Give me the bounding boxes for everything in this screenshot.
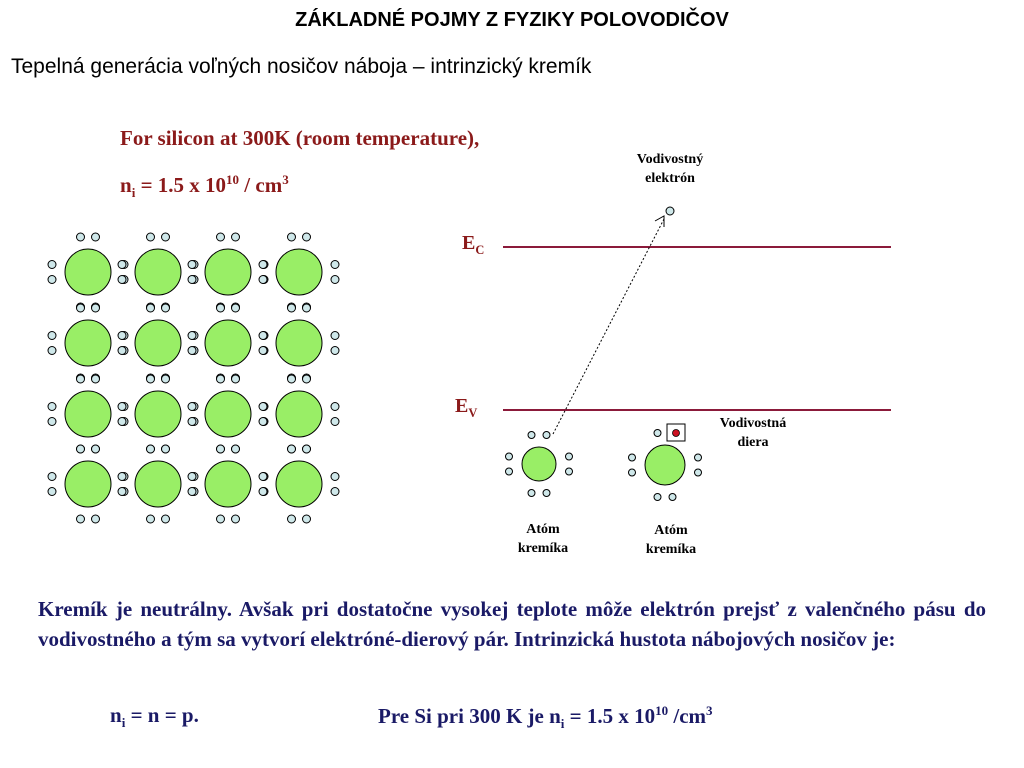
silicon-atom (522, 447, 556, 481)
silicon-atom (65, 249, 111, 295)
ec-label (462, 232, 484, 258)
eq-right-value: = 1.5 x 10 (564, 704, 656, 728)
valence-electron (147, 445, 155, 453)
silicon-note-line2 (120, 172, 289, 201)
valence-electron (217, 375, 225, 383)
valence-electron (118, 261, 126, 269)
lattice-atom-0-3 (259, 233, 339, 311)
valence-electron (669, 494, 676, 501)
ni-value: = 1.5 x 10 (135, 173, 227, 197)
atom2-label-line2: kremíka (645, 542, 697, 557)
silicon-atom (135, 249, 181, 295)
valence-electron (331, 261, 339, 269)
valence-electron (566, 453, 573, 460)
valence-electron (528, 490, 535, 497)
valence-electron (92, 375, 100, 383)
valence-electron (232, 233, 240, 241)
valence-electron (259, 347, 267, 355)
valence-electron (303, 233, 311, 241)
valence-electron (259, 261, 267, 269)
valence-electron (162, 233, 170, 241)
valence-electron (118, 332, 126, 340)
valence-electron (654, 494, 661, 501)
valence-electron (188, 418, 196, 426)
silicon-atom (65, 320, 111, 366)
conduction-electron-label-line2: elektrón (645, 171, 695, 186)
conduction-electron-label-line1: Vodivostný (636, 152, 704, 167)
atom1-label (493, 520, 593, 558)
eq-right-subscript: i (560, 716, 565, 732)
valence-electron (654, 430, 661, 437)
valence-electron (232, 515, 240, 523)
valence-electron (188, 276, 196, 284)
explanation-paragraph: Kremík je neutrálny. Avšak pri dostatočne vysokej teplote môže elektrón prejsť z valenčného pásu do vodivostného a tým sa vytvorí elektróné-dierový pár. Intrinzická hustota nábojových nosičov je: (38, 597, 986, 651)
valence-electron (331, 276, 339, 284)
valence-electron (303, 515, 311, 523)
ni-unit-exponent: 3 (282, 172, 289, 187)
valence-electron (48, 418, 56, 426)
valence-electron (543, 432, 550, 439)
hole-label (703, 414, 803, 452)
valence-electron (566, 468, 573, 475)
valence-electron (92, 445, 100, 453)
valence-electron (118, 403, 126, 411)
valence-electron (92, 515, 100, 523)
ev-label (455, 395, 477, 421)
valence-electron (188, 332, 196, 340)
valence-electron (147, 233, 155, 241)
valence-electron (232, 375, 240, 383)
valence-electron (259, 403, 267, 411)
eq-right-prefix: Pre Si pri 300 K je n (378, 704, 561, 728)
valence-electron (506, 468, 513, 475)
eq-right-unit: /cm (668, 704, 707, 728)
eq-left-rest: = n = p. (125, 703, 199, 727)
lattice-atom-0-1 (118, 233, 198, 311)
eq-left-subscript: i (121, 715, 126, 731)
valence-electron (331, 347, 339, 355)
valence-electron (162, 304, 170, 312)
hole-label-line2: diera (737, 435, 769, 450)
valence-electron (259, 473, 267, 481)
lattice-atom-2-1 (118, 375, 198, 453)
valence-electron (331, 403, 339, 411)
valence-electron (288, 375, 296, 383)
silicon-atom (276, 391, 322, 437)
lattice-atom-2-0 (48, 375, 128, 453)
silicon-atom (135, 391, 181, 437)
valence-electron (118, 488, 126, 496)
silicon-lattice (48, 233, 339, 523)
valence-electron (48, 473, 56, 481)
conduction-electron-label (620, 150, 720, 188)
valence-electron (77, 515, 85, 523)
valence-electron (217, 304, 225, 312)
valence-electron (118, 276, 126, 284)
valence-electron (331, 488, 339, 496)
page-subtitle: Tepelná generácia voľných nosičov náboja – intrinzický kremík (11, 55, 592, 78)
lattice-atom-1-0 (48, 304, 128, 382)
page-title: ZÁKLADNÉ POJMY Z FYZIKY POLOVODIČOV (295, 9, 729, 31)
eq-right-exponent: 10 (655, 703, 669, 718)
lattice-atom-2-2 (188, 375, 268, 453)
atom1-label-line1: Atóm (526, 522, 560, 537)
ec-subscript: C (475, 243, 485, 257)
eq-left-n: n (110, 703, 122, 727)
valence-electron (331, 473, 339, 481)
band-atom-left (506, 432, 573, 497)
ni-subscript: i (131, 185, 136, 201)
valence-electron (162, 375, 170, 383)
valence-electron (77, 233, 85, 241)
valence-electron (77, 445, 85, 453)
silicon-atom (205, 391, 251, 437)
valence-electron (217, 233, 225, 241)
valence-electron (506, 453, 513, 460)
silicon-atom (135, 461, 181, 507)
band-atom-right (629, 430, 702, 501)
lattice-atom-1-1 (118, 304, 198, 382)
silicon-atom (276, 461, 322, 507)
hole-label-line1: Vodivostná (719, 416, 787, 431)
valence-electron (188, 261, 196, 269)
atom2-label (621, 521, 721, 559)
valence-electron (48, 488, 56, 496)
valence-electron (259, 488, 267, 496)
valence-electron (288, 515, 296, 523)
valence-electron (259, 276, 267, 284)
lattice-atom-3-0 (48, 445, 128, 523)
valence-electron (528, 432, 535, 439)
valence-electron (303, 304, 311, 312)
valence-electron (188, 488, 196, 496)
lattice-atom-2-3 (259, 375, 339, 453)
valence-electron (695, 454, 702, 461)
ev-symbol: E (455, 395, 469, 417)
silicon-atom (276, 320, 322, 366)
ni-unit: / cm (239, 173, 283, 197)
valence-electron (92, 233, 100, 241)
valence-electron (217, 445, 225, 453)
silicon-atom (135, 320, 181, 366)
lattice-atom-1-3 (259, 304, 339, 382)
valence-electron (288, 445, 296, 453)
valence-electron (543, 490, 550, 497)
valence-electron (695, 469, 702, 476)
eq-right-unit-exponent: 3 (706, 703, 713, 718)
valence-electron (303, 445, 311, 453)
hole-dot (673, 430, 680, 437)
valence-electron (331, 418, 339, 426)
silicon-atom (205, 249, 251, 295)
valence-electron (188, 347, 196, 355)
valence-electron (147, 304, 155, 312)
valence-electron (77, 304, 85, 312)
lattice-atom-0-2 (188, 233, 268, 311)
valence-electron (48, 261, 56, 269)
valence-electron (217, 515, 225, 523)
arrowhead (655, 216, 664, 227)
silicon-atom (645, 445, 685, 485)
ni-exponent: 10 (226, 172, 240, 187)
valence-electron (232, 445, 240, 453)
valence-electron (48, 332, 56, 340)
valence-electron (188, 403, 196, 411)
valence-electron (118, 418, 126, 426)
ev-subscript: V (468, 406, 478, 420)
lattice-atom-3-2 (188, 445, 268, 523)
valence-electron (48, 347, 56, 355)
excitation-arrow (553, 219, 664, 434)
valence-electron (162, 515, 170, 523)
valence-electron (162, 445, 170, 453)
valence-electron (118, 347, 126, 355)
valence-electron (147, 375, 155, 383)
valence-electron (232, 304, 240, 312)
valence-electron (77, 375, 85, 383)
atom1-label-line2: kremíka (517, 541, 569, 556)
valence-electron (259, 418, 267, 426)
atom2-label-line1: Atóm (654, 523, 688, 538)
valence-electron (288, 233, 296, 241)
lattice-atom-0-0 (48, 233, 128, 311)
valence-electron (259, 332, 267, 340)
valence-electron (147, 515, 155, 523)
ni-symbol: n (120, 173, 132, 197)
valence-electron (92, 304, 100, 312)
valence-electron (629, 454, 636, 461)
lattice-atom-3-3 (259, 445, 339, 523)
valence-electron (188, 473, 196, 481)
valence-electron (288, 304, 296, 312)
silicon-atom (65, 391, 111, 437)
valence-electron (48, 276, 56, 284)
equation-left (110, 703, 199, 731)
silicon-atom (276, 249, 322, 295)
valence-electron (303, 375, 311, 383)
silicon-note-line1: For silicon at 300K (room temperature), (120, 126, 480, 150)
valence-electron (331, 332, 339, 340)
lattice-atom-3-1 (118, 445, 198, 523)
lattice-atom-1-2 (188, 304, 268, 382)
valence-electron (48, 403, 56, 411)
valence-electron (118, 473, 126, 481)
valence-electron (629, 469, 636, 476)
ec-symbol: E (462, 232, 476, 254)
silicon-atom (205, 461, 251, 507)
silicon-atom (65, 461, 111, 507)
conduction-electron (666, 207, 674, 215)
silicon-atom (205, 320, 251, 366)
equation-right (378, 703, 713, 732)
